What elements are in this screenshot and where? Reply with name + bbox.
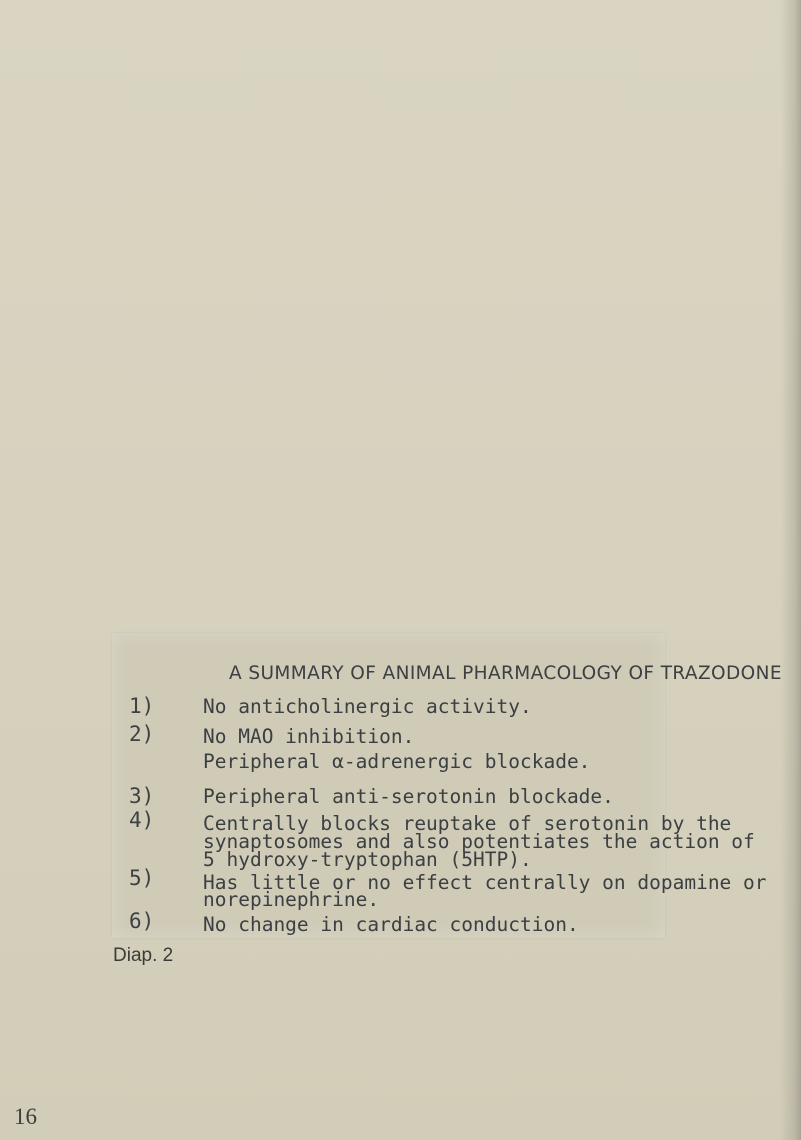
item-1-line-1: No anticholinergic activity.	[203, 695, 532, 718]
item-5-line-1: Has little or no effect centrally on dopamine or	[203, 871, 767, 894]
item-4-line-3: 5 hydroxy-tryptophan (5HTP).	[203, 848, 532, 871]
figure-caption: Diap. 2	[113, 945, 174, 966]
item-2-number: 2)	[129, 722, 155, 746]
item-4-line-2: synaptosomes and also potentiates the action of	[203, 830, 755, 853]
item-1-number: 1)	[129, 694, 155, 718]
item-6-line-1: No change in cardiac conduction.	[203, 913, 579, 936]
page-number: 16	[14, 1104, 37, 1129]
slide-title: A SUMMARY OF ANIMAL PHARMACOLOGY OF TRAZODONE	[229, 663, 782, 684]
item-2-line-2: Peripheral α-adrenergic blockade.	[203, 750, 591, 773]
item-5-line-2: norepinephrine.	[203, 888, 380, 911]
item-6-number: 6)	[129, 909, 155, 933]
item-3-line-1: Peripheral anti-serotonin blockade.	[203, 785, 614, 808]
item-4-line-1: Centrally blocks reuptake of serotonin by the	[203, 812, 732, 835]
item-4-number: 4)	[129, 808, 155, 832]
item-5-number: 5)	[129, 866, 155, 890]
item-2-line-1: No MAO inhibition.	[203, 725, 415, 748]
item-3-number: 3)	[129, 784, 155, 808]
